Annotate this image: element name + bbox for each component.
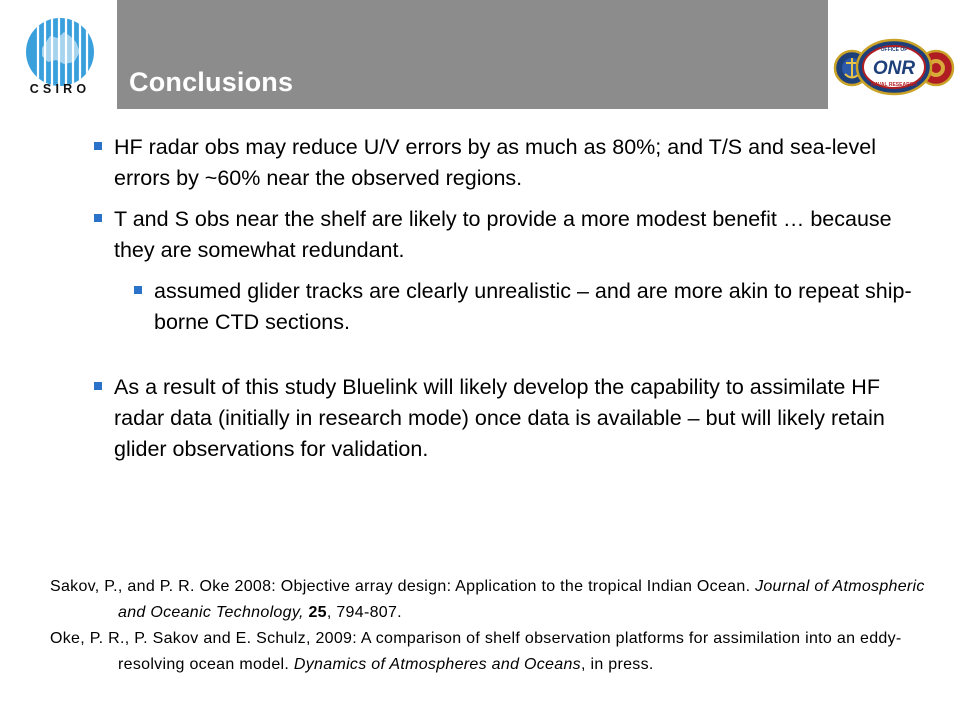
csiro-wordmark: CSIRO (29, 82, 91, 96)
title-band (117, 0, 828, 109)
sub-bullet-item (132, 276, 912, 338)
bullet-item (92, 372, 912, 465)
conclusions-list (92, 132, 912, 475)
bullet-square-icon (134, 286, 142, 294)
reference-volume: 25 (308, 604, 327, 621)
onr-mark: ONR (872, 58, 916, 79)
reference-authors: Sakov, P., and P. R. Oke 2008: Objective array design: Application to the tropical Indian Ocean. (50, 578, 756, 595)
reference-status: , in press. (580, 656, 654, 673)
bullet-square-icon (94, 382, 102, 390)
reference-pages: , 794-807. (326, 604, 402, 621)
slide-title: Conclusions (129, 67, 294, 97)
reference-sakov (50, 574, 930, 626)
bullet-square-icon (94, 142, 102, 150)
bullet-text: T and S obs near the shelf are likely to provide a more modest benefit … because they are somewhat redundant. (114, 207, 892, 262)
reference-journal: Journal of Atmospheric and Oceanic Technology, (118, 578, 925, 621)
references (50, 574, 930, 678)
reference-oke (50, 626, 930, 678)
bullet-item (92, 204, 912, 266)
onr-logo (832, 36, 956, 98)
bullet-text: HF radar obs may reduce U/V errors by as much as 80%; and T/S and sea-level errors by ~60% near the observed regions. (114, 135, 877, 190)
reference-journal: Dynamics of Atmospheres and Oceans (293, 656, 581, 673)
onr-bottom-text: NAVAL RESEARCH (871, 82, 917, 88)
reference-authors: Oke, P. R., P. Sakov and E. Schulz, 2009: A comparison of shelf observation platforms for assimilation into an eddy-resolving ocean model. (50, 630, 902, 673)
bullet-text: assumed glider tracks are clearly unrealistic – and are more akin to repeat ship-borne CTD sections. (154, 279, 912, 334)
bullet-square-icon (94, 214, 102, 222)
bullet-text: As a result of this study Bluelink will likely develop the capability to assimilate HF radar data (initially in research mode) once data is available – but will likely retain glider observations for validation. (114, 375, 885, 461)
bullet-item (92, 132, 912, 194)
onr-top-text: OFFICE OF (880, 47, 908, 53)
